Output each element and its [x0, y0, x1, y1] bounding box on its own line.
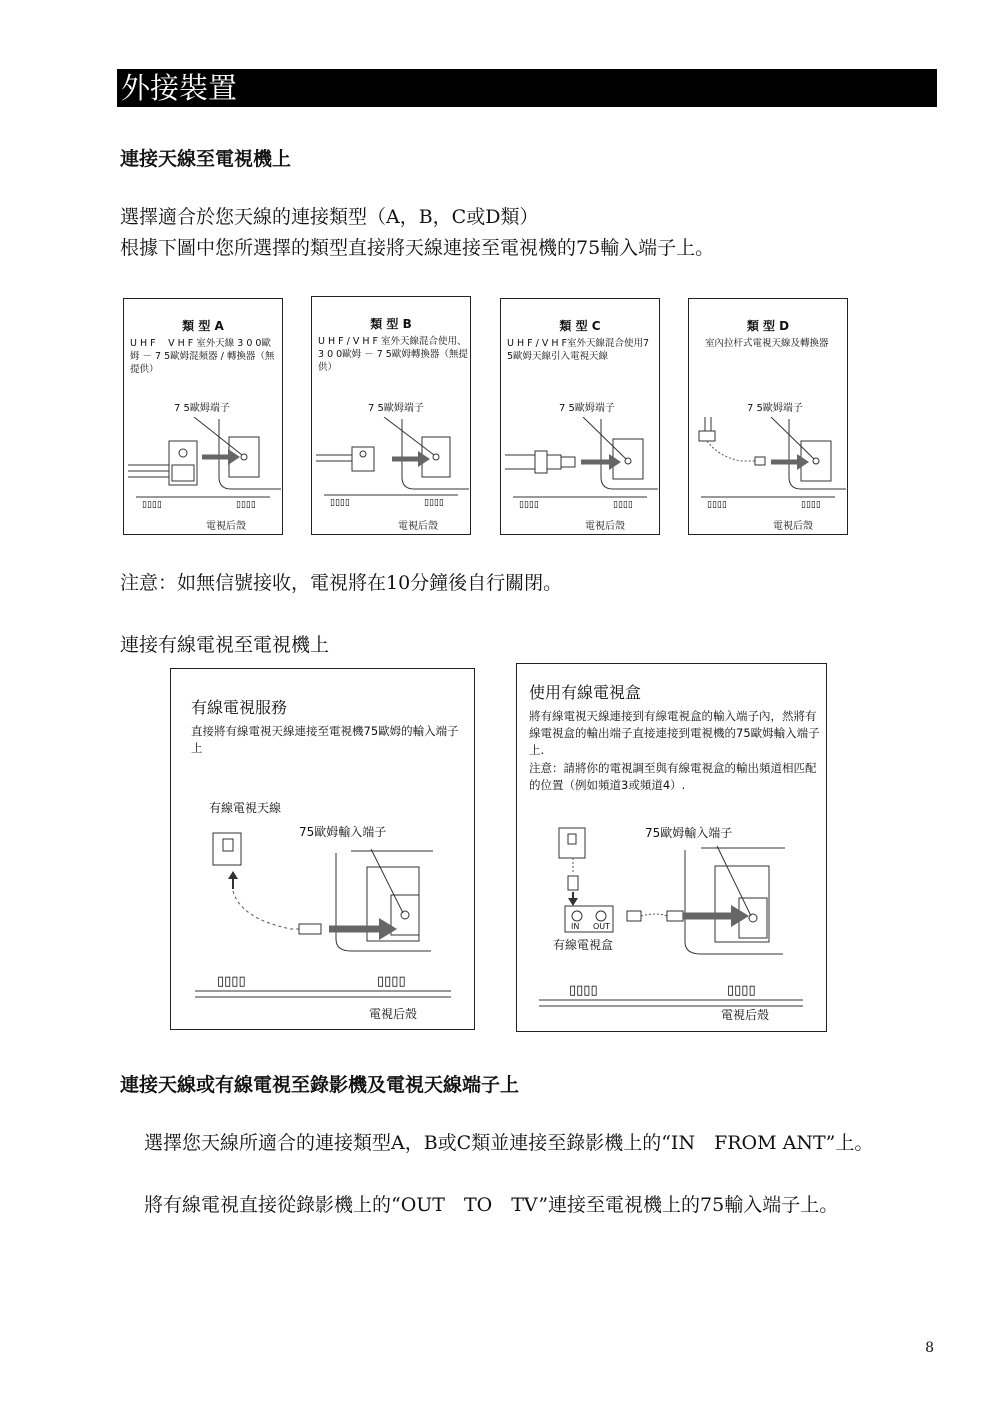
type-d-back-label: 電視后殼	[773, 521, 813, 532]
type-a-port-label: 7 5歐姆端子	[174, 403, 230, 414]
cable-box-box-label: 有線電視盒	[553, 938, 614, 952]
type-d-diagram	[689, 417, 846, 527]
section3-heading: 連接天線或有線電視至錄影機及電視天線端子上	[120, 1074, 520, 1096]
type-b-title: 類 型 B	[370, 317, 412, 331]
svg-text:▯▯▯▯: ▯▯▯▯	[377, 974, 406, 989]
type-a-diagram	[124, 417, 281, 527]
type-d-title: 類 型 D	[746, 319, 790, 333]
type-c-box	[500, 298, 660, 535]
cable-service-diagram	[171, 819, 473, 1019]
svg-text:▯▯▯▯: ▯▯▯▯	[727, 983, 756, 998]
cable-service-desc: 直接將有線電視天線連接至電視機75歐姆的輸入端子上	[191, 724, 459, 755]
type-b-back-label: 電視后殼	[398, 521, 438, 532]
svg-text:▯▯▯▯: ▯▯▯▯	[330, 498, 350, 508]
section1-line2: 根據下圖中您所選擇的類型直接將天線連接至電視機的75輸入端子上。	[120, 237, 715, 259]
type-a-back-label: 電視后殼	[206, 521, 246, 532]
cable-box-back-label: 電視后殼	[721, 1008, 770, 1022]
type-c-back-label: 電視后殼	[585, 521, 625, 532]
cable-service-title: 有線電視服務	[191, 698, 288, 717]
section2-heading: 連接有線電視至電視機上	[120, 634, 330, 656]
type-c-title: 類 型 C	[559, 319, 601, 333]
type-c-diagram	[501, 417, 658, 527]
cable-box-out-label: OUT	[593, 922, 611, 931]
cable-antenna-label: 有線電視天線	[209, 801, 282, 815]
cable-service-back-label: 電視后殼	[369, 1007, 418, 1021]
cable-box-in-label: IN	[571, 922, 580, 931]
svg-text:▯▯▯▯: ▯▯▯▯	[801, 500, 821, 510]
section1-line1: 選擇適合於您天線的連接類型（A，B，C或D類）	[120, 206, 539, 228]
cable-box-desc: 將有線電視天線連接到有線電視盒的輸入端子內，然將有線電視盒的輸出端子直接連接到電視機的75歐姆輸入端子上.	[529, 709, 820, 757]
cable-box-box	[516, 663, 827, 1032]
type-d-box	[688, 298, 848, 535]
type-b-desc: U H F / V H F 室外天線混合使用、3 0 0歐姆 － 7 5歐姆轉換器（無提供）	[318, 336, 468, 373]
cable-service-port-label: 75歐姆輸入端子	[299, 825, 387, 839]
cable-box-diagram	[517, 822, 825, 1022]
svg-text:▯▯▯▯: ▯▯▯▯	[613, 500, 633, 510]
header-title: 外接裝置	[121, 71, 238, 105]
type-a-desc: U H F V H F 室外天線 3 0 0歐姆 － 7 5歐姆混頻器 / 轉換器（無提供）	[130, 338, 275, 375]
type-b-port-label: 7 5歐姆端子	[368, 403, 424, 414]
cable-box-port-label: 75歐姆輸入端子	[645, 826, 733, 840]
cable-box-note: 注意：請將你的電視調至與有線電視盒的輸出頻道相匹配的位置（例如頻道3或頻道4）.	[529, 761, 817, 792]
section3-para1: 選擇您天線所適合的連接類型A，B或C類並連接至錄影機上的“IN FROM ANT”上。	[144, 1132, 874, 1154]
cable-box-title: 使用有線電視盒	[529, 683, 642, 702]
svg-text:▯▯▯▯: ▯▯▯▯	[142, 500, 162, 510]
type-c-desc: U H F / V H F室外天線混合使用7 5歐姆天線引入電視天線	[507, 338, 650, 362]
header-banner	[117, 69, 937, 107]
svg-text:▯▯▯▯: ▯▯▯▯	[236, 500, 256, 510]
type-b-box	[311, 296, 471, 535]
svg-text:▯▯▯▯: ▯▯▯▯	[217, 974, 246, 989]
page-number: 8	[925, 1340, 934, 1356]
type-b-diagram	[312, 417, 469, 527]
type-a-title: 類 型 A	[182, 319, 224, 333]
svg-text:▯▯▯▯: ▯▯▯▯	[707, 500, 727, 510]
cable-service-box	[170, 668, 475, 1030]
section1-heading: 連接天線至電視機上	[120, 148, 292, 170]
svg-text:▯▯▯▯: ▯▯▯▯	[519, 500, 539, 510]
section3-para2: 將有線電視直接從錄影機上的“OUT TO TV”連接至電視機上的75輸入端子上。	[144, 1194, 839, 1216]
svg-text:▯▯▯▯: ▯▯▯▯	[424, 498, 444, 508]
note-auto-off: 注意：如無信號接收，電視將在10分鐘後自行關閉。	[120, 572, 563, 594]
type-c-port-label: 7 5歐姆端子	[559, 403, 615, 414]
svg-text:▯▯▯▯: ▯▯▯▯	[569, 983, 598, 998]
type-d-desc: 室內拉杆式電視天線及轉換器	[705, 338, 829, 349]
type-d-port-label: 7 5歐姆端子	[747, 403, 803, 414]
type-a-box	[123, 298, 283, 535]
